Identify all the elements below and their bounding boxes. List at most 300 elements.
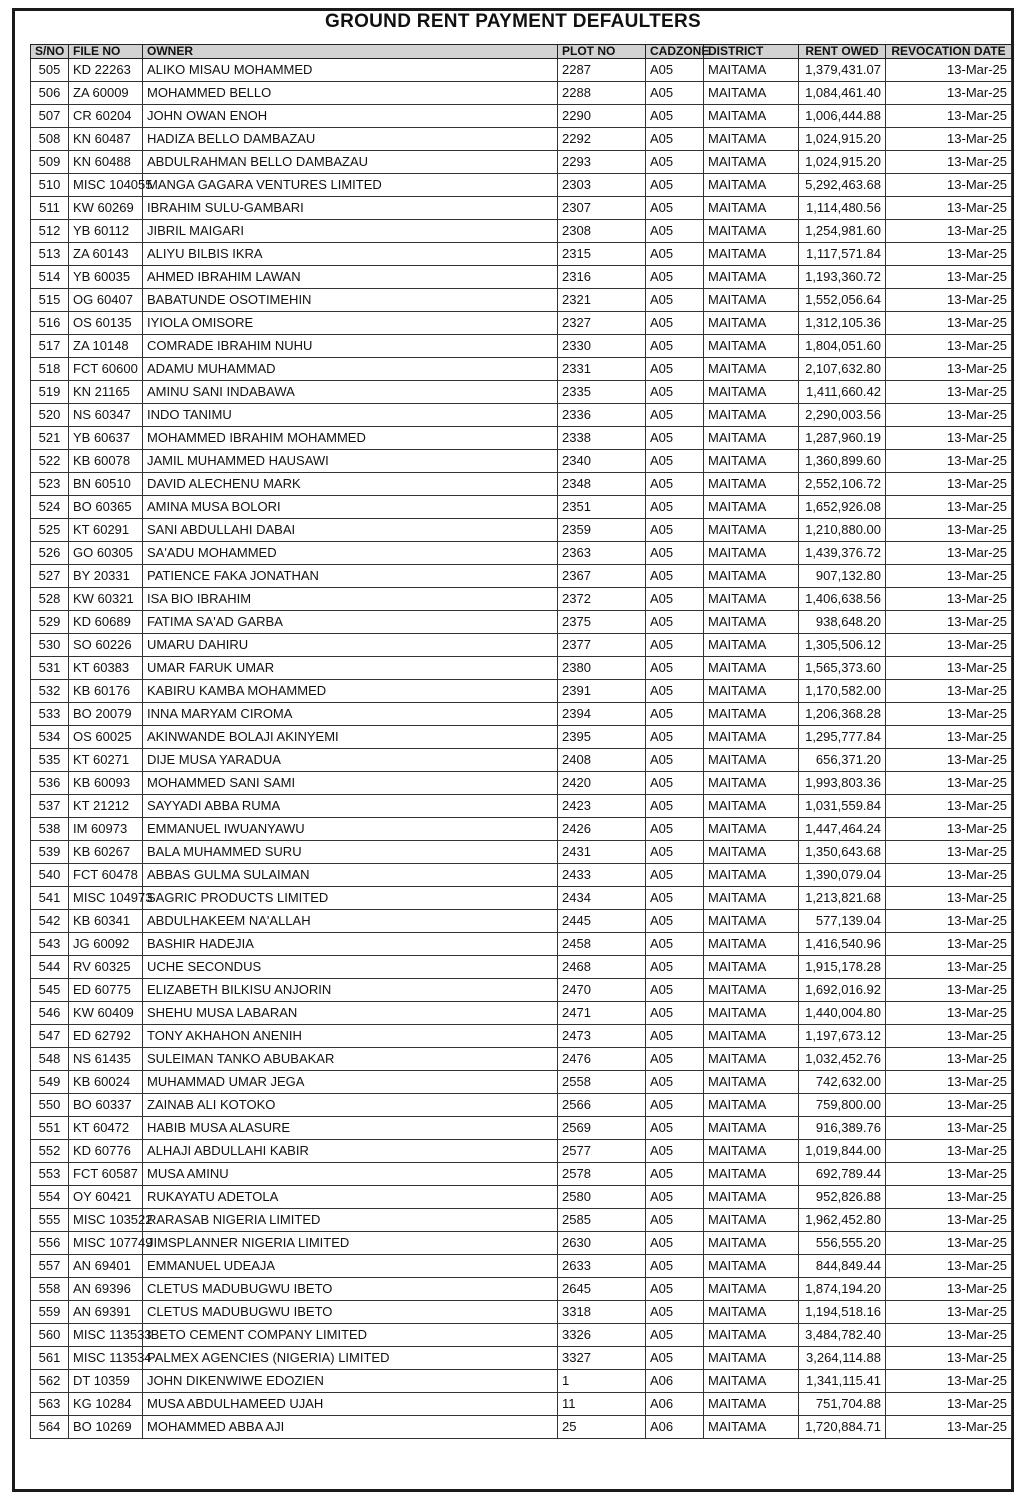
cell-rent-owed: 1,360,899.60 bbox=[799, 450, 886, 473]
table-row bbox=[31, 772, 1012, 795]
cell-owner: MOHAMMED IBRAHIM MOHAMMED bbox=[143, 427, 558, 450]
cell-cadzone: A05 bbox=[646, 1232, 704, 1255]
cell-cadzone: A05 bbox=[646, 887, 704, 910]
table-row bbox=[31, 1071, 1012, 1094]
cell-plot-no: 2391 bbox=[558, 680, 646, 703]
cell-owner: EMMANUEL UDEAJA bbox=[143, 1255, 558, 1278]
cell-plot-no: 2426 bbox=[558, 818, 646, 841]
cell-sno: 560 bbox=[31, 1324, 69, 1347]
cell-plot-no: 2470 bbox=[558, 979, 646, 1002]
table-row bbox=[31, 151, 1012, 174]
cell-plot-no: 2308 bbox=[558, 220, 646, 243]
cell-cadzone: A05 bbox=[646, 1048, 704, 1071]
cell-cadzone: A05 bbox=[646, 818, 704, 841]
cell-district: MAITAMA bbox=[704, 335, 799, 358]
table-row bbox=[31, 1186, 1012, 1209]
cell-revocation-date: 13-Mar-25 bbox=[886, 1416, 1012, 1439]
cell-file-no: RV 60325 bbox=[69, 956, 143, 979]
table-row bbox=[31, 473, 1012, 496]
cell-plot-no: 2315 bbox=[558, 243, 646, 266]
cell-sno: 555 bbox=[31, 1209, 69, 1232]
table-row bbox=[31, 565, 1012, 588]
cell-sno: 542 bbox=[31, 910, 69, 933]
cell-revocation-date: 13-Mar-25 bbox=[886, 1278, 1012, 1301]
cell-file-no: KN 21165 bbox=[69, 381, 143, 404]
cell-revocation-date: 13-Mar-25 bbox=[886, 933, 1012, 956]
cell-file-no: KT 60472 bbox=[69, 1117, 143, 1140]
cell-file-no: BO 60365 bbox=[69, 496, 143, 519]
table-row bbox=[31, 128, 1012, 151]
cell-cadzone: A05 bbox=[646, 772, 704, 795]
cell-revocation-date: 13-Mar-25 bbox=[886, 266, 1012, 289]
cell-sno: 547 bbox=[31, 1025, 69, 1048]
cell-rent-owed: 952,826.88 bbox=[799, 1186, 886, 1209]
cell-cadzone: A05 bbox=[646, 312, 704, 335]
cell-district: MAITAMA bbox=[704, 1002, 799, 1025]
cell-district: MAITAMA bbox=[704, 1186, 799, 1209]
cell-file-no: KB 60078 bbox=[69, 450, 143, 473]
cell-sno: 538 bbox=[31, 818, 69, 841]
table-row bbox=[31, 1140, 1012, 1163]
cell-file-no: BN 60510 bbox=[69, 473, 143, 496]
cell-cadzone: A05 bbox=[646, 956, 704, 979]
cell-owner: ALIYU BILBIS IKRA bbox=[143, 243, 558, 266]
cell-district: MAITAMA bbox=[704, 979, 799, 1002]
cell-sno: 510 bbox=[31, 174, 69, 197]
cell-district: MAITAMA bbox=[704, 818, 799, 841]
cell-file-no: FCT 60587 bbox=[69, 1163, 143, 1186]
cell-rent-owed: 1,411,660.42 bbox=[799, 381, 886, 404]
cell-district: MAITAMA bbox=[704, 289, 799, 312]
cell-plot-no: 2303 bbox=[558, 174, 646, 197]
table-row bbox=[31, 749, 1012, 772]
cell-plot-no: 2290 bbox=[558, 105, 646, 128]
cell-cadzone: A05 bbox=[646, 1255, 704, 1278]
cell-district: MAITAMA bbox=[704, 519, 799, 542]
cell-owner: JOHN DIKENWIWE EDOZIEN bbox=[143, 1370, 558, 1393]
cell-file-no: ZA 10148 bbox=[69, 335, 143, 358]
cell-district: MAITAMA bbox=[704, 542, 799, 565]
cell-sno: 521 bbox=[31, 427, 69, 450]
table-row bbox=[31, 1393, 1012, 1416]
cell-sno: 522 bbox=[31, 450, 69, 473]
cell-rent-owed: 1,692,016.92 bbox=[799, 979, 886, 1002]
cell-owner: CLETUS MADUBUGWU IBETO bbox=[143, 1278, 558, 1301]
table-row bbox=[31, 979, 1012, 1002]
cell-owner: RUKAYATU ADETOLA bbox=[143, 1186, 558, 1209]
cell-cadzone: A05 bbox=[646, 1094, 704, 1117]
cell-revocation-date: 13-Mar-25 bbox=[886, 427, 1012, 450]
cell-district: MAITAMA bbox=[704, 588, 799, 611]
cell-rent-owed: 3,484,782.40 bbox=[799, 1324, 886, 1347]
cell-owner: AHMED IBRAHIM LAWAN bbox=[143, 266, 558, 289]
cell-sno: 526 bbox=[31, 542, 69, 565]
cell-revocation-date: 13-Mar-25 bbox=[886, 680, 1012, 703]
cell-district: MAITAMA bbox=[704, 1347, 799, 1370]
cell-district: MAITAMA bbox=[704, 1209, 799, 1232]
cell-rent-owed: 1,652,926.08 bbox=[799, 496, 886, 519]
cell-cadzone: A05 bbox=[646, 611, 704, 634]
cell-rent-owed: 1,193,360.72 bbox=[799, 266, 886, 289]
table-row bbox=[31, 634, 1012, 657]
cell-rent-owed: 1,295,777.84 bbox=[799, 726, 886, 749]
cell-revocation-date: 13-Mar-25 bbox=[886, 243, 1012, 266]
cell-district: MAITAMA bbox=[704, 1140, 799, 1163]
cell-owner: ELIZABETH BILKISU ANJORIN bbox=[143, 979, 558, 1002]
cell-plot-no: 2408 bbox=[558, 749, 646, 772]
cell-district: MAITAMA bbox=[704, 772, 799, 795]
cell-plot-no: 2558 bbox=[558, 1071, 646, 1094]
cell-district: MAITAMA bbox=[704, 427, 799, 450]
cell-sno: 556 bbox=[31, 1232, 69, 1255]
cell-file-no: AN 69396 bbox=[69, 1278, 143, 1301]
cell-district: MAITAMA bbox=[704, 82, 799, 105]
cell-rent-owed: 1,024,915.20 bbox=[799, 128, 886, 151]
cell-owner: ABBAS GULMA SULAIMAN bbox=[143, 864, 558, 887]
cell-revocation-date: 13-Mar-25 bbox=[886, 749, 1012, 772]
table-row bbox=[31, 1232, 1012, 1255]
table-row bbox=[31, 726, 1012, 749]
cell-plot-no: 2458 bbox=[558, 933, 646, 956]
cell-file-no: FCT 60600 bbox=[69, 358, 143, 381]
cell-owner: KABIRU KAMBA MOHAMMED bbox=[143, 680, 558, 703]
cell-rent-owed: 1,305,506.12 bbox=[799, 634, 886, 657]
cell-district: MAITAMA bbox=[704, 611, 799, 634]
cell-rent-owed: 844,849.44 bbox=[799, 1255, 886, 1278]
cell-plot-no: 2287 bbox=[558, 59, 646, 82]
cell-rent-owed: 1,312,105.36 bbox=[799, 312, 886, 335]
cell-plot-no: 2645 bbox=[558, 1278, 646, 1301]
cell-file-no: KT 60291 bbox=[69, 519, 143, 542]
cell-file-no: BO 60337 bbox=[69, 1094, 143, 1117]
cell-plot-no: 1 bbox=[558, 1370, 646, 1393]
cell-file-no: CR 60204 bbox=[69, 105, 143, 128]
cell-plot-no: 2367 bbox=[558, 565, 646, 588]
cell-owner: MOHAMMED SANI SAMI bbox=[143, 772, 558, 795]
table-row bbox=[31, 266, 1012, 289]
cell-rent-owed: 1,254,981.60 bbox=[799, 220, 886, 243]
cell-plot-no: 3318 bbox=[558, 1301, 646, 1324]
cell-plot-no: 2580 bbox=[558, 1186, 646, 1209]
cell-sno: 558 bbox=[31, 1278, 69, 1301]
cell-plot-no: 2431 bbox=[558, 841, 646, 864]
table-row bbox=[31, 82, 1012, 105]
cell-cadzone: A05 bbox=[646, 174, 704, 197]
cell-rent-owed: 577,139.04 bbox=[799, 910, 886, 933]
cell-sno: 533 bbox=[31, 703, 69, 726]
cell-rent-owed: 1,439,376.72 bbox=[799, 542, 886, 565]
cell-owner: DAVID ALECHENU MARK bbox=[143, 473, 558, 496]
cell-district: MAITAMA bbox=[704, 680, 799, 703]
table-row bbox=[31, 312, 1012, 335]
cell-sno: 513 bbox=[31, 243, 69, 266]
header-cadzone: CADZONE bbox=[646, 45, 704, 59]
cell-plot-no: 2395 bbox=[558, 726, 646, 749]
cell-owner: AMINA MUSA BOLORI bbox=[143, 496, 558, 519]
table-row bbox=[31, 404, 1012, 427]
cell-revocation-date: 13-Mar-25 bbox=[886, 59, 1012, 82]
cell-sno: 536 bbox=[31, 772, 69, 795]
cell-cadzone: A05 bbox=[646, 979, 704, 1002]
cell-rent-owed: 1,416,540.96 bbox=[799, 933, 886, 956]
cell-file-no: FCT 60478 bbox=[69, 864, 143, 887]
table-row bbox=[31, 220, 1012, 243]
cell-cadzone: A06 bbox=[646, 1416, 704, 1439]
cell-district: MAITAMA bbox=[704, 151, 799, 174]
cell-cadzone: A05 bbox=[646, 634, 704, 657]
cell-plot-no: 2380 bbox=[558, 657, 646, 680]
cell-file-no: AN 69391 bbox=[69, 1301, 143, 1324]
table-row bbox=[31, 588, 1012, 611]
cell-rent-owed: 1,194,518.16 bbox=[799, 1301, 886, 1324]
cell-sno: 534 bbox=[31, 726, 69, 749]
cell-sno: 562 bbox=[31, 1370, 69, 1393]
cell-revocation-date: 13-Mar-25 bbox=[886, 887, 1012, 910]
cell-plot-no: 2476 bbox=[558, 1048, 646, 1071]
cell-rent-owed: 742,632.00 bbox=[799, 1071, 886, 1094]
cell-owner: MUSA AMINU bbox=[143, 1163, 558, 1186]
cell-revocation-date: 13-Mar-25 bbox=[886, 979, 1012, 1002]
cell-file-no: YB 60035 bbox=[69, 266, 143, 289]
cell-revocation-date: 13-Mar-25 bbox=[886, 473, 1012, 496]
cell-plot-no: 2338 bbox=[558, 427, 646, 450]
cell-sno: 529 bbox=[31, 611, 69, 634]
cell-sno: 550 bbox=[31, 1094, 69, 1117]
cell-sno: 527 bbox=[31, 565, 69, 588]
cell-sno: 530 bbox=[31, 634, 69, 657]
table-row bbox=[31, 910, 1012, 933]
table-row bbox=[31, 1209, 1012, 1232]
cell-district: MAITAMA bbox=[704, 634, 799, 657]
cell-rent-owed: 3,264,114.88 bbox=[799, 1347, 886, 1370]
table-row bbox=[31, 611, 1012, 634]
cell-owner: EMMANUEL IWUANYAWU bbox=[143, 818, 558, 841]
cell-owner: BABATUNDE OSOTIMEHIN bbox=[143, 289, 558, 312]
cell-plot-no: 2336 bbox=[558, 404, 646, 427]
cell-rent-owed: 1,341,115.41 bbox=[799, 1370, 886, 1393]
cell-owner: UCHE SECONDUS bbox=[143, 956, 558, 979]
cell-file-no: KT 60383 bbox=[69, 657, 143, 680]
table-row bbox=[31, 1324, 1012, 1347]
cell-cadzone: A06 bbox=[646, 1393, 704, 1416]
cell-file-no: OS 60135 bbox=[69, 312, 143, 335]
cell-plot-no: 2321 bbox=[558, 289, 646, 312]
cell-revocation-date: 13-Mar-25 bbox=[886, 404, 1012, 427]
cell-owner: COMRADE IBRAHIM NUHU bbox=[143, 335, 558, 358]
table-row bbox=[31, 1094, 1012, 1117]
cell-plot-no: 2293 bbox=[558, 151, 646, 174]
table-row bbox=[31, 1002, 1012, 1025]
table-row bbox=[31, 381, 1012, 404]
cell-revocation-date: 13-Mar-25 bbox=[886, 151, 1012, 174]
cell-revocation-date: 13-Mar-25 bbox=[886, 772, 1012, 795]
cell-sno: 559 bbox=[31, 1301, 69, 1324]
cell-cadzone: A05 bbox=[646, 381, 704, 404]
cell-cadzone: A05 bbox=[646, 703, 704, 726]
cell-file-no: KD 22263 bbox=[69, 59, 143, 82]
table-row bbox=[31, 59, 1012, 82]
cell-district: MAITAMA bbox=[704, 910, 799, 933]
cell-revocation-date: 13-Mar-25 bbox=[886, 588, 1012, 611]
cell-plot-no: 2327 bbox=[558, 312, 646, 335]
cell-cadzone: A05 bbox=[646, 519, 704, 542]
cell-revocation-date: 13-Mar-25 bbox=[886, 1094, 1012, 1117]
cell-file-no: KT 21212 bbox=[69, 795, 143, 818]
cell-district: MAITAMA bbox=[704, 703, 799, 726]
cell-district: MAITAMA bbox=[704, 312, 799, 335]
table-row bbox=[31, 427, 1012, 450]
cell-owner: JAMIL MUHAMMED HAUSAWI bbox=[143, 450, 558, 473]
cell-plot-no: 2348 bbox=[558, 473, 646, 496]
table-row bbox=[31, 358, 1012, 381]
table-row bbox=[31, 956, 1012, 979]
cell-sno: 563 bbox=[31, 1393, 69, 1416]
cell-sno: 540 bbox=[31, 864, 69, 887]
cell-owner: ABDULRAHMAN BELLO DAMBAZAU bbox=[143, 151, 558, 174]
cell-revocation-date: 13-Mar-25 bbox=[886, 82, 1012, 105]
cell-cadzone: A05 bbox=[646, 427, 704, 450]
cell-file-no: KW 60409 bbox=[69, 1002, 143, 1025]
cell-revocation-date: 13-Mar-25 bbox=[886, 1186, 1012, 1209]
table-row bbox=[31, 519, 1012, 542]
cell-plot-no: 2473 bbox=[558, 1025, 646, 1048]
cell-owner: PALMEX AGENCIES (NIGERIA) LIMITED bbox=[143, 1347, 558, 1370]
cell-revocation-date: 13-Mar-25 bbox=[886, 312, 1012, 335]
cell-file-no: GO 60305 bbox=[69, 542, 143, 565]
cell-rent-owed: 1,287,960.19 bbox=[799, 427, 886, 450]
cell-sno: 552 bbox=[31, 1140, 69, 1163]
cell-file-no: KB 60024 bbox=[69, 1071, 143, 1094]
cell-owner: IYIOLA OMISORE bbox=[143, 312, 558, 335]
cell-owner: SHEHU MUSA LABARAN bbox=[143, 1002, 558, 1025]
table-row bbox=[31, 1370, 1012, 1393]
cell-revocation-date: 13-Mar-25 bbox=[886, 703, 1012, 726]
cell-district: MAITAMA bbox=[704, 1071, 799, 1094]
cell-district: MAITAMA bbox=[704, 1117, 799, 1140]
header-sno: S/NO bbox=[31, 45, 69, 59]
cell-rent-owed: 1,006,444.88 bbox=[799, 105, 886, 128]
table-row bbox=[31, 1416, 1012, 1439]
cell-plot-no: 2633 bbox=[558, 1255, 646, 1278]
cell-plot-no: 25 bbox=[558, 1416, 646, 1439]
cell-plot-no: 2335 bbox=[558, 381, 646, 404]
cell-file-no: KB 60176 bbox=[69, 680, 143, 703]
cell-plot-no: 2468 bbox=[558, 956, 646, 979]
table-header-row bbox=[31, 45, 1012, 59]
cell-cadzone: A05 bbox=[646, 128, 704, 151]
cell-owner: DIJE MUSA YARADUA bbox=[143, 749, 558, 772]
header-district: DISTRICT bbox=[704, 45, 799, 59]
cell-rent-owed: 1,170,582.00 bbox=[799, 680, 886, 703]
cell-rent-owed: 1,915,178.28 bbox=[799, 956, 886, 979]
cell-revocation-date: 13-Mar-25 bbox=[886, 1255, 1012, 1278]
cell-cadzone: A05 bbox=[646, 335, 704, 358]
cell-district: MAITAMA bbox=[704, 1416, 799, 1439]
table-row bbox=[31, 680, 1012, 703]
cell-sno: 520 bbox=[31, 404, 69, 427]
cell-cadzone: A05 bbox=[646, 1002, 704, 1025]
cell-sno: 509 bbox=[31, 151, 69, 174]
cell-rent-owed: 1,213,821.68 bbox=[799, 887, 886, 910]
cell-file-no: MISC 103522 bbox=[69, 1209, 143, 1232]
cell-plot-no: 2316 bbox=[558, 266, 646, 289]
cell-file-no: KW 60269 bbox=[69, 197, 143, 220]
cell-plot-no: 2331 bbox=[558, 358, 646, 381]
cell-plot-no: 2292 bbox=[558, 128, 646, 151]
cell-rent-owed: 692,789.44 bbox=[799, 1163, 886, 1186]
cell-rent-owed: 2,107,632.80 bbox=[799, 358, 886, 381]
cell-rent-owed: 916,389.76 bbox=[799, 1117, 886, 1140]
cell-owner: MANGA GAGARA VENTURES LIMITED bbox=[143, 174, 558, 197]
cell-district: MAITAMA bbox=[704, 473, 799, 496]
cell-district: MAITAMA bbox=[704, 243, 799, 266]
cell-rent-owed: 2,290,003.56 bbox=[799, 404, 886, 427]
cell-rent-owed: 1,440,004.80 bbox=[799, 1002, 886, 1025]
cell-sno: 535 bbox=[31, 749, 69, 772]
cell-district: MAITAMA bbox=[704, 496, 799, 519]
cell-owner: ABDULHAKEEM NA'ALLAH bbox=[143, 910, 558, 933]
cell-owner: HADIZA BELLO DAMBAZAU bbox=[143, 128, 558, 151]
cell-cadzone: A05 bbox=[646, 266, 704, 289]
cell-plot-no: 2420 bbox=[558, 772, 646, 795]
cell-district: MAITAMA bbox=[704, 864, 799, 887]
cell-file-no: ZA 60143 bbox=[69, 243, 143, 266]
cell-rent-owed: 1,032,452.76 bbox=[799, 1048, 886, 1071]
cell-rent-owed: 656,371.20 bbox=[799, 749, 886, 772]
cell-owner: FATIMA SA'AD GARBA bbox=[143, 611, 558, 634]
cell-owner: ADAMU MUHAMMAD bbox=[143, 358, 558, 381]
cell-plot-no: 2577 bbox=[558, 1140, 646, 1163]
cell-revocation-date: 13-Mar-25 bbox=[886, 818, 1012, 841]
cell-district: MAITAMA bbox=[704, 128, 799, 151]
cell-sno: 551 bbox=[31, 1117, 69, 1140]
cell-rent-owed: 1,031,559.84 bbox=[799, 795, 886, 818]
cell-revocation-date: 13-Mar-25 bbox=[886, 1370, 1012, 1393]
cell-district: MAITAMA bbox=[704, 174, 799, 197]
cell-district: MAITAMA bbox=[704, 197, 799, 220]
cell-district: MAITAMA bbox=[704, 956, 799, 979]
cell-rent-owed: 1,720,884.71 bbox=[799, 1416, 886, 1439]
cell-owner: SAYYADI ABBA RUMA bbox=[143, 795, 558, 818]
cell-owner: JOHN OWAN ENOH bbox=[143, 105, 558, 128]
cell-owner: IBRAHIM SULU-GAMBARI bbox=[143, 197, 558, 220]
cell-cadzone: A05 bbox=[646, 197, 704, 220]
cell-rent-owed: 1,379,431.07 bbox=[799, 59, 886, 82]
table-row bbox=[31, 1025, 1012, 1048]
cell-cadzone: A05 bbox=[646, 473, 704, 496]
table-row bbox=[31, 1163, 1012, 1186]
cell-plot-no: 2307 bbox=[558, 197, 646, 220]
cell-owner: ZAINAB ALI KOTOKO bbox=[143, 1094, 558, 1117]
cell-rent-owed: 1,117,571.84 bbox=[799, 243, 886, 266]
cell-file-no: KB 60093 bbox=[69, 772, 143, 795]
cell-rent-owed: 751,704.88 bbox=[799, 1393, 886, 1416]
cell-plot-no: 2340 bbox=[558, 450, 646, 473]
cell-revocation-date: 13-Mar-25 bbox=[886, 1324, 1012, 1347]
cell-district: MAITAMA bbox=[704, 404, 799, 427]
table-row bbox=[31, 1347, 1012, 1370]
cell-cadzone: A05 bbox=[646, 1071, 704, 1094]
cell-file-no: KB 60341 bbox=[69, 910, 143, 933]
header-owner: OWNER bbox=[143, 45, 558, 59]
cell-owner: JIBRIL MAIGARI bbox=[143, 220, 558, 243]
cell-cadzone: A05 bbox=[646, 588, 704, 611]
cell-district: MAITAMA bbox=[704, 1163, 799, 1186]
cell-cadzone: A05 bbox=[646, 726, 704, 749]
cell-revocation-date: 13-Mar-25 bbox=[886, 1301, 1012, 1324]
cell-revocation-date: 13-Mar-25 bbox=[886, 910, 1012, 933]
cell-owner: INNA MARYAM CIROMA bbox=[143, 703, 558, 726]
